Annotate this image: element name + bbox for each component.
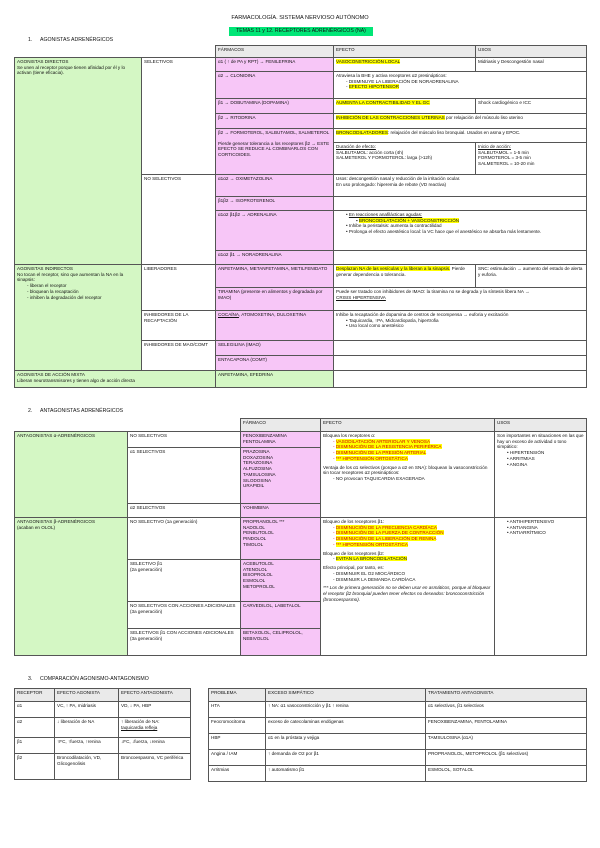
- effect-oximetazolina: Usos: descongestión nasal y reducción de la irritación ocular. En uso prolongado: hiperemia de rebote (VD reactiva): [334, 175, 587, 197]
- drug-entacapona: ENTACAPONA (COMT): [216, 356, 334, 371]
- problems-table: [208, 688, 587, 782]
- agonistas-directos-cell: AGONISTAS DIRECTOS Se unen al receptor porque tienen afinidad por él y lo activan (tiene eficacia).: [15, 58, 142, 265]
- t1-header-agonista: EFECTO AGONISTA: [55, 689, 119, 702]
- effect-tiramina: Puede ser tratado con inhibidores de IMAO: la tiramina no se degrada y la síntesis libera NA → CRISIS HIPERTENSIVA: [334, 288, 587, 311]
- drug-formoterol: β2 → FORMOTEROL, SALBUTAMOL, SALMETEROL Pierde generar tolerancia a los receptores β2 → ESTE EFECTO SE REDUCE AL COMBINARLOS CON CORTICOIDES.: [216, 129, 334, 175]
- antagonists-table: [14, 418, 587, 656]
- col-header-efecto-2: EFECTO: [321, 419, 495, 432]
- beta-sel-add-label: SELECTIVOS β1 CON ACCIONES ADICIONALES (3a generación): [128, 629, 241, 656]
- t1-header-antagonista: EFECTO ANTAGONISTA: [119, 689, 191, 702]
- inhibidores-mao-label: INHIBIDORES DE MAO/COMT: [142, 341, 216, 371]
- page-subtitle: TEMAS 11 y 12. RECEPTORES ADRENÉRGICOS (NA): [229, 27, 373, 36]
- drug-efedrina: ANFETAMINA, EFEDRINA: [216, 371, 334, 388]
- t2-header-problema: PROBLEMA: [209, 689, 266, 702]
- table-row: HTA ↑ NA: α1 vasoconstricción y β1 ↑ renina α1 selectivos, β1 selectivos: [209, 702, 587, 718]
- drug-isoproterenol: β1β2 → ISOPROTERENOL: [216, 197, 334, 211]
- drug-anfetamina: ANFETAMINA, METANFETAMINA, METILFENIDATO: [216, 265, 334, 288]
- agonists-table: [14, 45, 587, 388]
- beta1-drugs: ACEBUTOLOL ATENOLOL BISOPROLOL ESMOLOL METOPROLOL: [241, 560, 321, 602]
- drug-dobutamina: β1 → DOBUTAMINA (DOPAMINA): [216, 99, 334, 114]
- col-header-efecto: EFECTO: [334, 46, 476, 58]
- alfa2-label: α2 SELECTIVOS: [128, 504, 241, 518]
- receptor-table: [14, 688, 191, 780]
- effect-broncodilatadores: BRONCODILATADORES: relajación del músculo liso bronquial. Usados en asma y EPOC.: [334, 129, 587, 143]
- table-row: HBP α1 en la próstata y vejiga TAMSULOSINA (α1A): [209, 734, 587, 750]
- beta-nosel-add-drugs: CARVEDILOL, LABETALOL: [241, 602, 321, 629]
- page-title: FARMACOLOGÍA. SISTEMA NERVIOSO AUTÓNOMO: [231, 15, 369, 21]
- section-1-title: 1. AGONISTAS ADRENÉRGICOS: [28, 37, 114, 43]
- liberadores-label: LIBERADORES: [142, 265, 216, 311]
- table-row: β2 Broncodilatación, VD, Glicogenolisis Broncoespasmo, VC periférica: [15, 754, 191, 780]
- effect-vasoconstriccion: VASOCONSTRICCIÓN LOCAL: [336, 59, 401, 64]
- effect-alfa: Bloquea los receptores α: - VASODILATACIÓN ARTERIOLAR Y VENOSA - DISMINUCIÓN DE LA RESISTENCIA PERIFÉRICA - DISMINUCIÓN DE LA PRESIÓN ARTERIAL - *** HIPOTENSIÓN ORTOSTÁTICA Ventaja de los α1 selectivos (porque a α2 en SNA): bloquean la vasoconstricción sin tocar receptores α2 presinápticos: - NO provocan TAQUICARDIA EXAGERADA: [321, 432, 495, 518]
- drug-ritodrina: β2 → RITODRINA: [216, 114, 334, 129]
- drug-selegilina: SELEGILINA (IMAO): [216, 341, 334, 356]
- effect-ritodrina: INHIBICIÓN DE LAS CONTRACCIONES UTERINAS por relajación del músculo liso uterino: [334, 114, 587, 129]
- alfa1-drugs: PRAZOSINA DOXAZOSINA TERAZOSINA ALFUZOSINA TAMSULOSINA SILODOSINA URAPIDIL: [241, 448, 321, 504]
- beta-nosel-add-label: NO SELECTIVOS CON ACCIONES ADICIONALES (3a generación): [128, 602, 241, 629]
- effect-anfetamina: Desplazan NA de las vesículas y la liberan a la sinapsis. Pierde generar dependencia o tolerancia.: [334, 265, 476, 288]
- uses-beta: • ANTIHIPERTENSIVO • ANTIANGINA • ANTIARRÍTMICO: [495, 518, 587, 656]
- drug-adrenalina: α1α2 β1β2 → ADRENALINA: [216, 211, 334, 251]
- antagonistas-alfa-cell: ANTAGONISTAS α-ADRENÉRGICOS: [15, 432, 128, 518]
- alfa-nosel-label: NO SELECTIVOS: [128, 432, 241, 448]
- agonistas-mixta-cell: AGONISTAS DE ACCIÓN MIXTA Liberan neurotransmisores y tienen algo de acción directa: [15, 371, 216, 388]
- selectivos-label: SELECTIVOS: [142, 58, 216, 175]
- uses-alfa: Son importantes en situaciones en las que hay un exceso de actividad o tono simpático: • HIPERTENSIÓN • ARRITMIAS • ANGINA: [495, 432, 587, 518]
- col-header-farmacos: FÁRMACOS: [216, 46, 334, 58]
- agonistas-indirectos-cell: AGONISTAS INDIRECTOS No tocan el receptor, sino que aumentan la NA en la sinapsis: - liberan el receptor - bloquean la recaptación - inhiben la degradación del receptor: [15, 265, 142, 371]
- drug-cocaina: COCAÍNA, ATOMOXETINA, DULOXETINA: [216, 311, 334, 341]
- inhibidores-recaptacion-label: INHIBIDORES DE LA RECAPTACIÓN: [142, 311, 216, 341]
- effect-cocaina: Inhibe la recaptación de dopamina de centros de recompensa → euforia y excitación • Taquicardia, ↑PA, Midcardiopatía, hipertrofia • Uso local como anestésico: [334, 311, 587, 341]
- section-3-title: 3. COMPARACIÓN AGONISMO-ANTAGONISMO: [28, 676, 149, 682]
- table-row: Feocromocitoma exceso de catecolaminas endógenas FENOXIBENZAMINA, FENTOLAMINA: [209, 718, 587, 734]
- no-selectivos-label: NO SELECTIVOS: [142, 175, 216, 265]
- drug-oximetazolina: α1α2 → OXIMETAZOLINA: [216, 175, 334, 197]
- use-anfetamina: SNC: estimulación → aumento del estado de alerta y euforia.: [476, 265, 587, 288]
- drug-noradrenalina: α1α2 β1 → NORADRENALINA: [216, 251, 334, 265]
- effect-adrenalina: • En reacciones anafilácticas agudas: ▪ BRONCODILATACIÓN + VASOCONSTRICCIÓN • Inhibe la peristalsis: aumenta la contractilidad • Prolonga el efecto anestésico local: la VC hace que el anestésico se absorba más lentamente.: [334, 211, 587, 251]
- t2-header-tratamiento: TRATAMIENTO ANTAGONISTA: [426, 689, 587, 702]
- table-row: α2 ↓ liberación de NA ↑ liberación de NA: taquicardia refleja: [15, 718, 191, 738]
- table-row: Angina / IAM ↑ demanda de O2 por β1 PROPRANOLOL, METOPROLOL (β1 selectivos): [209, 750, 587, 766]
- effect-clonidina: Atraviesa la BHE y activa receptores α2 presinápticos: - DISMINUYE LA LIBERACIÓN DE NORADRENALINA - EFECTO HIPOTENSOR: [334, 72, 587, 99]
- use-shock: Shock cardiogénico e ICC: [476, 99, 587, 114]
- antagonistas-beta-cell: ANTAGONISTAS β-ADRENÉRGICOS (acaban en OLOL): [15, 518, 128, 656]
- alfa2-drugs: YOHIMBINA: [241, 504, 321, 518]
- alfa1-label: α1 SELECTIVOS: [128, 448, 241, 504]
- beta1-label: SELECTIVO β1 (2a generación): [128, 560, 241, 602]
- table-row: α1 VC, ↑ PA, midriasis VD, ↓ PA, HBP: [15, 702, 191, 718]
- section-2-title: 2. ANTAGONISTAS ADRENÉRGICOS: [28, 408, 124, 414]
- beta-sel-add-drugs: BETAXOLOL, CELIPROLOL, NEBIVOLOL: [241, 629, 321, 656]
- beta-nosel-label: NO SELECTIVO (1a generación): [128, 518, 241, 560]
- t2-header-exceso: EXCESO SIMPÁTICO: [266, 689, 426, 702]
- drug-tiramina: TIRAMINA (presente en alimentos y degradada por IMAO): [216, 288, 334, 311]
- t1-header-receptor: RECEPTOR: [15, 689, 55, 702]
- use-midriasis: Midriasis y Descongestión nasal: [476, 58, 587, 72]
- table-row: β1 ↑FC, ↑fuerza, ↑renina ↓FC, ↓fuerza, ↓renina: [15, 738, 191, 754]
- alfa-nosel-drugs: FENOXIBENZAMINA FENTOLAMINA: [241, 432, 321, 448]
- table-row: Arritmias ↑ automatismo β1 ESMOLOL, SOTALOL: [209, 766, 587, 782]
- effect-contractibilidad: AUMENTA LA CONTRACTIBILIDAD Y EL GC: [336, 100, 430, 105]
- drug-clonidina: α2 → CLONIDINA: [216, 72, 334, 99]
- effect-beta: Bloqueo de los receptores β1: - DISMINUCIÓN DE LA FRECUENCIA CARDÍACA - DISMINUCIÓN DE LA FUERZA DE CONTRACCIÓN - DISMINUCIÓN DE LA LIBERACIÓN DE RENINA - *** HIPOTENSIÓN ORTOSTÁTICA Bloqueo de los receptores β2: - EVITAN LA BRONCODILATACIÓN Efecto principal, por tanto, es: - DISMINUIR EL O2 MIOCÁRDICO - DISMINUIR LA DEMANDA CARDÍACA *** Los de primera generación no se deben usar en asmáticos, porque al bloquear el receptor β2 bronquial pueden tener efectos no deseados: broncoconstricción (broncoespasmo).: [321, 518, 495, 656]
- col-header-usos-2: USOS: [495, 419, 587, 432]
- col-header-usos: USOS: [476, 46, 587, 58]
- duracion-efecto: Duración de efecto: SALBUTAMOL: acción corta (4h) SALMETEROL Y FORMOTEROL: larga (>12h): [334, 143, 476, 175]
- drug-fenilefrina: α1 ( ↑ de PA y RPT) → FENILEFRINA: [216, 58, 334, 72]
- beta-nosel-drugs: PROPRANOLOL *** NADOLOL PENBUTOLOL PINDOLOL TIMOLOL: [241, 518, 321, 560]
- col-header-farmaco: FÁRMACO: [241, 419, 321, 432]
- inicio-accion: Inicio de acción: SALBUTAMOL = 1-5 min FORMOTEROL = 3-5 min SALMETEROL = 10-20 min: [476, 143, 587, 175]
